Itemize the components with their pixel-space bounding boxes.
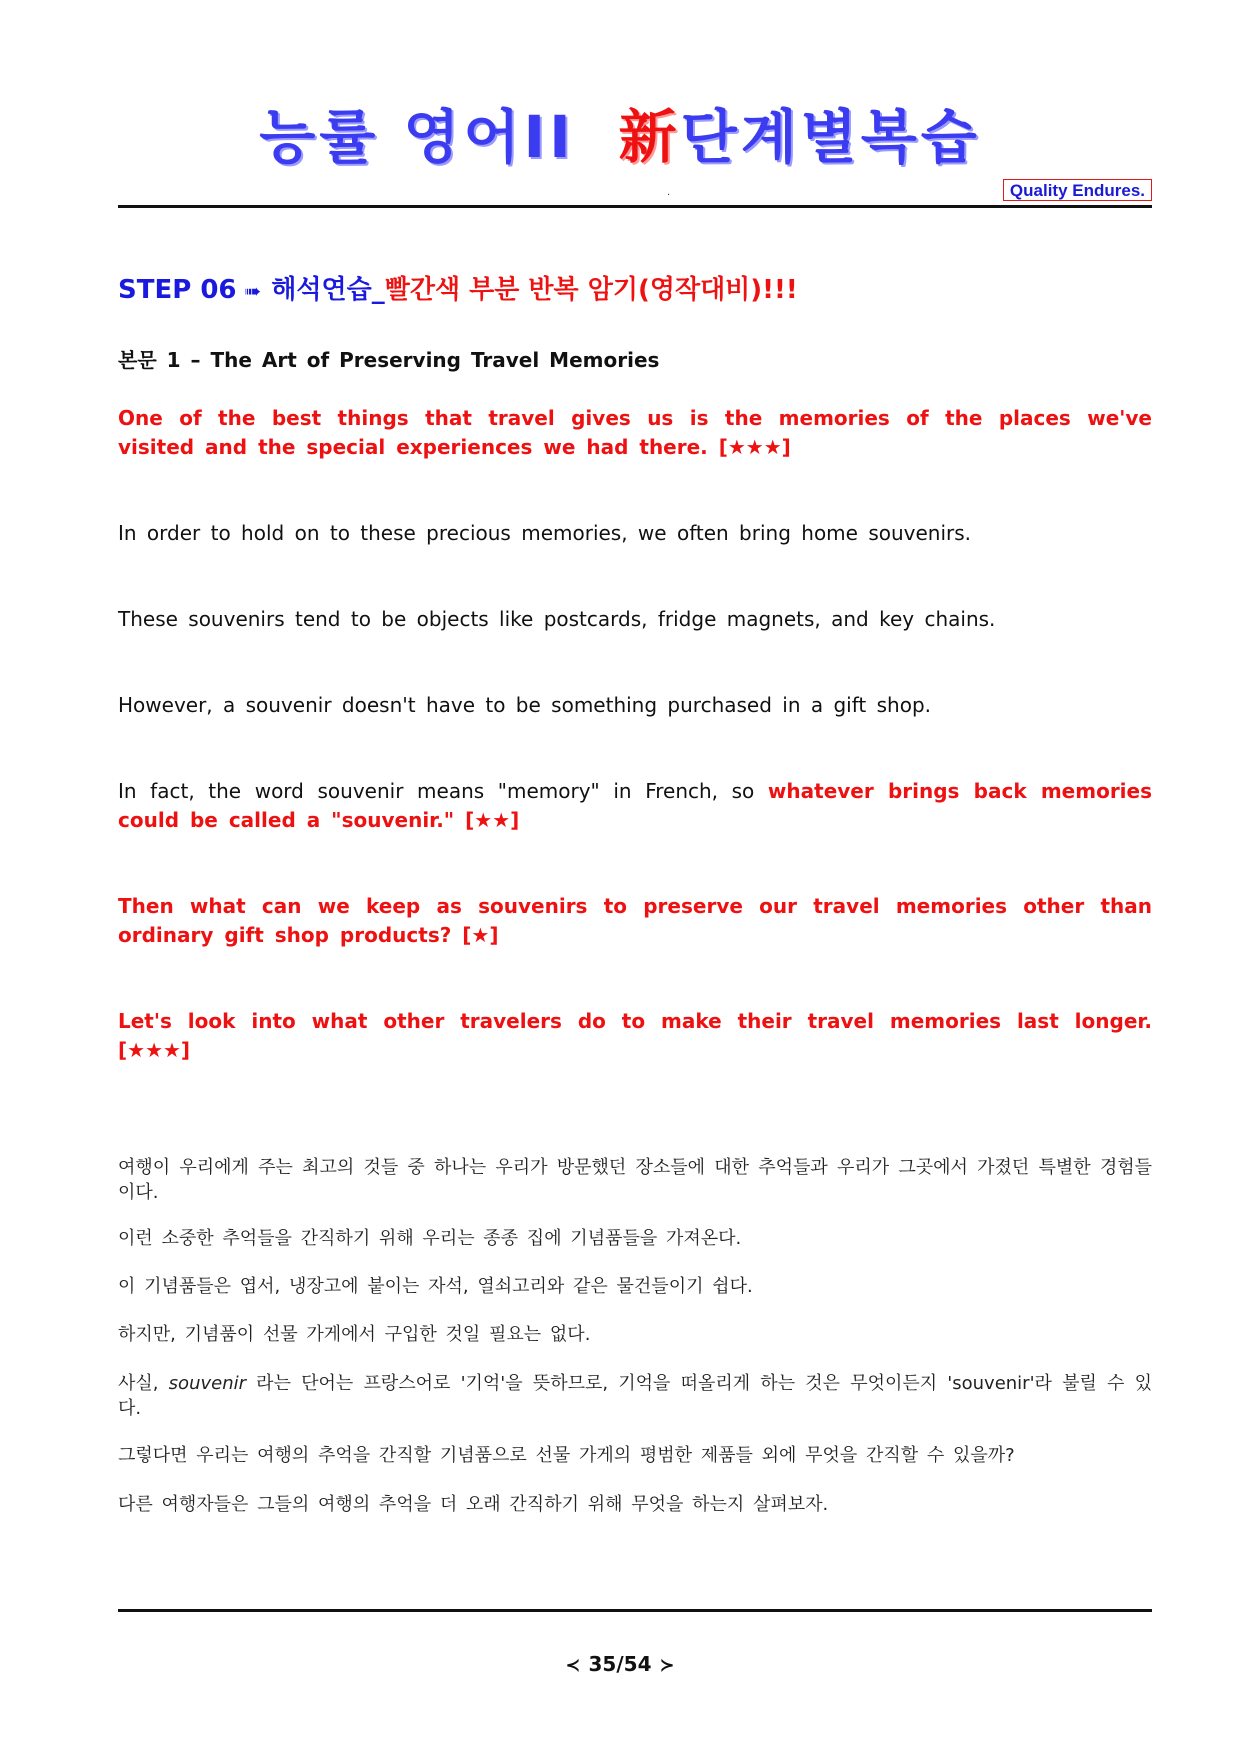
header-divider xyxy=(118,205,1152,208)
header-dot: . xyxy=(667,187,671,198)
translation-4: 하지만, 기념품이 선물 가게에서 구입한 것일 필요는 없다. xyxy=(118,1324,591,1345)
translation-3: 이 기념품들은 엽서, 냉장고에 붙이는 자석, 열쇠고리와 같은 물건들이기 쉽다. xyxy=(118,1276,753,1297)
translation-5-pre: 사실, xyxy=(118,1373,169,1394)
passage-sentence-7: Let's look into what other travelers do to make their travel memories last longer. [★★★] xyxy=(118,1009,1152,1062)
header-title-right: 단계별복습 xyxy=(680,103,981,171)
passage-sentence-5-plain: In fact, the word souvenir means "memory" in French, so xyxy=(118,779,768,803)
footer-divider xyxy=(118,1609,1152,1612)
translation-5 xyxy=(118,1371,1152,1421)
tagline-box: Quality Endures. xyxy=(1003,179,1152,201)
passage-sentence-1: One of the best things that travel gives us is the memories of the places we've visited and the special experiences we had there. [★★★] xyxy=(118,406,1152,459)
translation-5-italic: souvenir xyxy=(168,1373,247,1394)
passage-sentence-5 xyxy=(118,777,1152,835)
translation-5-post: 라는 단어는 프랑스어로 '기억'을 뜻하므로, 기억을 떠올리게 하는 것은 무엇이든지 'souvenir'라 불릴 수 있다. xyxy=(118,1373,1152,1419)
translation-7: 다른 여행자들은 그들의 여행의 추억을 더 오래 간직하기 위해 무엇을 하는지 살펴보자. xyxy=(118,1494,829,1515)
chevron-left-icon: ≺ xyxy=(565,1655,581,1676)
page-number xyxy=(0,1650,1240,1680)
step-heading xyxy=(118,272,798,309)
translation-1: 여행이 우리에게 주는 최고의 것들 중 하나는 우리가 방문했던 장소들에 대한 추억들과 우리가 그곳에서 가졌던 특별한 경험들이다. xyxy=(118,1157,1152,1203)
arrow-icon: ➠ xyxy=(244,279,262,303)
step-title-red: 빨간색 부분 반복 암기(영작대비)!!! xyxy=(384,275,798,305)
passage-sentence-4: However, a souvenir doesn't have to be something purchased in a gift shop. xyxy=(118,693,931,717)
header-title-left: 능률 영어II xyxy=(259,103,575,171)
header-title xyxy=(0,100,1240,174)
section-title: 본문 1 – The Art of Preserving Travel Memories xyxy=(118,348,660,372)
chevron-right-icon: ≻ xyxy=(659,1655,675,1676)
step-label: STEP 06 xyxy=(118,275,237,305)
step-title-blue: 해석연습_ xyxy=(271,275,385,305)
passage-sentence-3: These souvenirs tend to be objects like postcards, fridge magnets, and key chains. xyxy=(118,607,996,631)
passage-sentence-6: Then what can we keep as souvenirs to preserve our travel memories other than ordinary gift shop products? [★] xyxy=(118,894,1152,947)
translation-2: 이런 소중한 추억들을 간직하기 위해 우리는 종종 집에 기념품들을 가져온다. xyxy=(118,1228,742,1249)
page-number-label: 35/54 xyxy=(588,1652,652,1676)
translation-6: 그렇다면 우리는 여행의 추억을 간직할 기념품으로 선물 가게의 평범한 제품들 외에 무엇을 간직할 수 있을까? xyxy=(118,1445,1015,1466)
header-title-hanja: 新 xyxy=(618,103,681,171)
passage-sentence-5-highlight: whatever brings back memories could be called a "souvenir." [★★] xyxy=(118,779,1153,832)
passage-sentence-2: In order to hold on to these precious memories, we often bring home souvenirs. xyxy=(118,521,972,545)
